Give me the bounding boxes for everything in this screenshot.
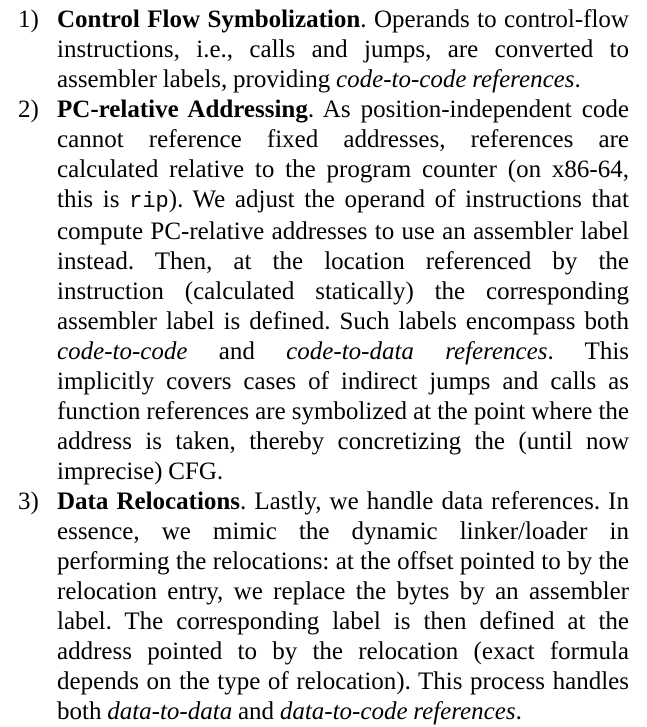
text-run: . xyxy=(515,698,522,725)
text-run: . As position-independent code cannot reference fixed addresses, references are calculated relative to the program counter (on x86-64, this is xyxy=(57,96,629,213)
code-text: rip xyxy=(129,189,169,214)
list-item-number: 1) xyxy=(18,6,39,33)
list-item-number: 3) xyxy=(18,488,39,515)
emphasis-text: code-to-code references xyxy=(336,66,575,93)
text-run: . Lastly, we handle data references. In essence, we mimic the dynamic linker/loader in performing the relocations: at the offset pointed to by the relocation entry, we replace the bytes by an assembler label. The corresponding label is then defined at the address pointed to by the relocation (exact formula depends on the type of relocation). This process handles both xyxy=(57,488,629,725)
text-run: ). We adjust the operand of instructions that compute PC-relative addresses to use an assembler label instead. Then, at the location referenced by the instruction (calculated statically) the corresponding assembler label is defined. Such labels encompass both xyxy=(57,186,629,335)
emphasis-text: data-to-code references xyxy=(279,698,516,725)
emphasis-text: code-to-data references xyxy=(286,338,548,365)
text-run: . xyxy=(574,66,581,93)
list-item-pc-relative-addressing xyxy=(0,95,647,487)
list-item-data-relocations xyxy=(0,487,647,727)
list-item-title: Data Relocations xyxy=(57,488,241,515)
text-run: . Operands to control-flow instructions, i.e., calls and jumps, are converted to assembler labels, providing xyxy=(57,6,629,93)
list-item-control-flow-symbolization xyxy=(0,5,647,95)
list-item-text xyxy=(57,95,629,487)
list-item-title: Control Flow Symbolization xyxy=(57,6,361,33)
emphasis-text: code-to-code xyxy=(57,338,188,365)
emphasis-text: data-to-data xyxy=(107,698,233,725)
numbered-list xyxy=(0,5,647,727)
text-run: and xyxy=(187,338,287,365)
list-item-text xyxy=(57,5,629,95)
list-item-number: 2) xyxy=(18,96,39,123)
text-run: . This implicitly covers cases of indirect jumps and calls as function references are symbolized at the point where the address is taken, thereby concretizing the (until now imprecise) CFG. xyxy=(57,338,630,485)
list-item-text xyxy=(57,487,629,727)
list-item-title: PC-relative Addressing xyxy=(57,96,308,123)
text-run: and xyxy=(232,698,280,725)
